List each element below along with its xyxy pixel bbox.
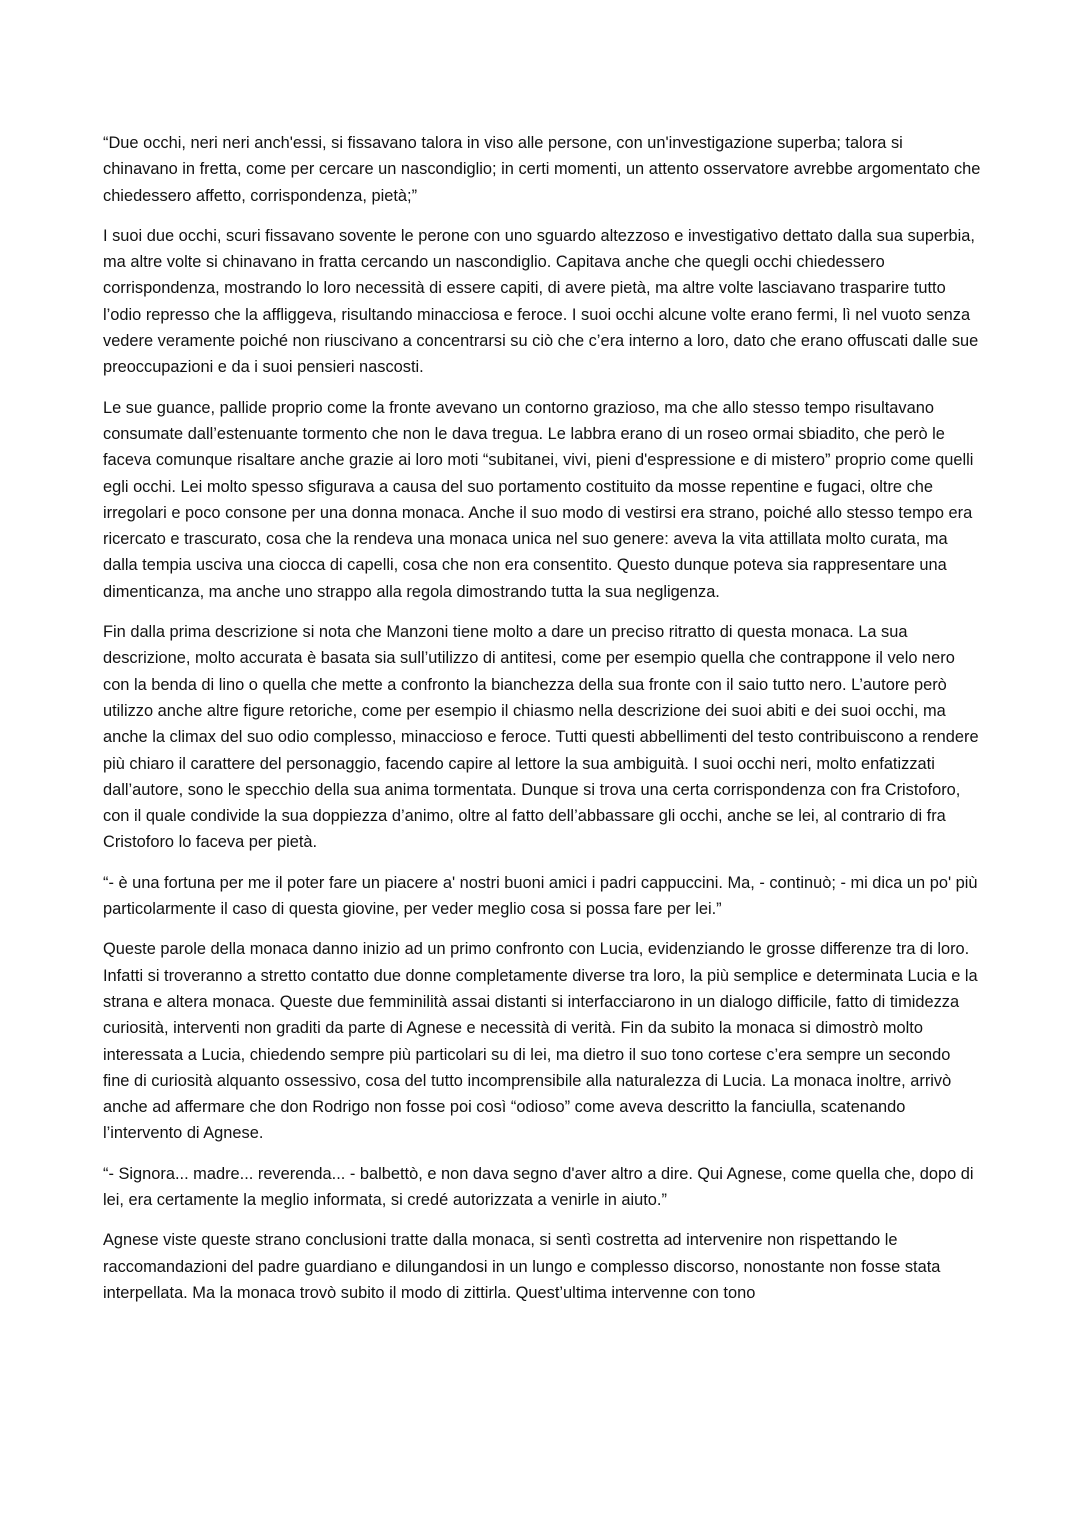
body-paragraph: Le sue guance, pallide proprio come la fronte avevano un contorno grazioso, ma che allo stesso tempo risultavano consumate dall’estenuante tormento che non le dava tregua. Le labbra erano di un roseo ormai sbiadito, che però le faceva comunque risaltare anche grazie ai loro moti “subitanei, vivi, pieni d'espressione e di mistero” proprio come quelli egli occhi. Lei molto spesso sfigurava a causa del suo portamento costituito da mosse repentine e fugaci, oltre che irregolari e poco consone per una donna monaca. Anche il suo modo di vestirsi era strano, poiché allo stesso tempo era ricercato e trascurato, cosa che la rendeva una monaca unica nel suo genere: aveva la vita attillata molto curata, ma dalla tempia usciva una ciocca di capelli, cosa che non era consentito. Questo dunque poteva sia rappresentare una dimenticanza, ma anche uno strappo alla regola dimostrando tutta la sua negligenza.: [103, 398, 974, 601]
quote-paragraph: “- Signora... madre... reverenda... - balbettò, e non dava segno d'aver altro a dire. Qui Agnese, come quella che, dopo di lei, era certamente la meglio informata, si credé autorizzata a venirle in aiuto.”: [103, 1164, 974, 1209]
quote-paragraph: “- è una fortuna per me il poter fare un piacere a' nostri buoni amici i padri cappuccini. Ma, - continuò; - mi dica un po' più particolarmente il caso di questa giovine, per veder meglio cosa si possa fare per lei.”: [103, 873, 978, 919]
body-paragraph: Queste parole della monaca danno inizio ad un primo confronto con Lucia, evidenziando le grosse differenze tra di loro. Infatti si troveranno a stretto contatto due donne completamente diverse tra loro, la più semplice e determinata Lucia e la strana e altera monaca. Queste due femminilità assai distanti si interfacciarono in un dialogo difficile, fatto di timidezza curiosità, interventi non graditi da parte di Agnese e necessità di verità. Fin da subito la monaca si dimostrò molto interessata a Lucia, chiedendo sempre più particolari su di lei, ma dietro il suo tono cortese c’era sempre un secondo fine di curiosità alquanto ossessivo, cosa del tutto incomprensibile alla naturalezza di Lucia. La monaca inoltre, arrivò anche ad affermare che don Rodrigo non fosse poi così “odioso” come aveva descritto la fanciulla, scatenando l’intervento di Agnese.: [103, 940, 978, 1143]
document-page: [103, 130, 981, 1320]
body-paragraph: Agnese viste queste strano conclusioni tratte dalla monaca, si sentì costretta ad intervenire non rispettando le raccomandazioni del padre guardiano e dilungandosi in un lungo e complesso discorso, nonostante non fosse stata interpellata. Ma la monaca trovò subito il modo di zittirla. Quest’ultima intervenne con tono: [103, 1231, 941, 1302]
quote-paragraph: “Due occhi, neri neri anch'essi, si fissavano talora in viso alle persone, con un'investigazione superba; talora si chinavano in fretta, come per cercare un nascondiglio; in certi momenti, un attento osservatore avrebbe argomentato che chiedessero affetto, corrispondenza, pietà;”: [103, 134, 981, 205]
body-paragraph: Fin dalla prima descrizione si nota che Manzoni tiene molto a dare un preciso ritratto di questa monaca. La sua descrizione, molto accurata è basata sia sull’utilizzo di antitesi, come per esempio quella che contrappone il velo nero con la benda di lino o quella che mette a confronto la bianchezza della sua fronte con il saio tutto nero. L’autore però utilizzo anche altre figure retoriche, come per esempio il chiasmo nella descrizione dei suoi abiti e dei suoi occhi, ma anche la climax del suo odio complesso, minaccioso e feroce. Tutti questi abbellimenti del testo contribuiscono a rendere più chiaro il carattere del personaggio, facendo capire al lettore la sua ambiguità. I suoi occhi neri, molto enfatizzati dall’autore, sono le specchio della sua anima tormentata. Dunque si trova una certa corrispondenza con fra Cristoforo, con il quale condivide la sua doppiezza d’animo, oltre al fatto dell’abbassare gli occhi, anche se lei, al contrario di fra Cristoforo lo faceva per pietà.: [103, 623, 979, 852]
body-paragraph: I suoi due occhi, scuri fissavano sovente le perone con uno sguardo altezzoso e investigativo dettato dalla sua superbia, ma altre volte si chinavano in fratta cercando un nascondiglio. Capitava anche che quegli occhi chiedessero corrispondenza, mostrando lo loro necessità di essere capiti, di avere pietà, ma altre volte lasciavano trasparire tutto l’odio represso che la affliggeva, risultando minacciosa e feroce. I suoi occhi alcune volte erano fermi, lì nel vuoto senza vedere veramente poiché non riuscivano a concentrarsi su ciò che c’era interno a loro, dato che erano offuscati dalle sue preoccupazioni e da i suoi pensieri nascosti.: [103, 226, 979, 377]
